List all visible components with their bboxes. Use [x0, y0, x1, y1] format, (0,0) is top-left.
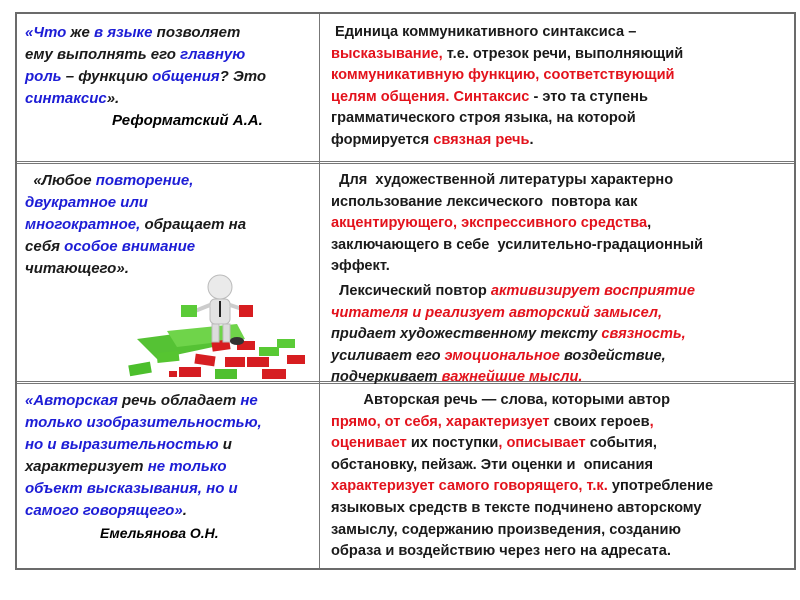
text-run-black: речь обладает	[117, 392, 241, 409]
text-line	[331, 256, 796, 278]
text-run-blue: «Что	[25, 24, 67, 41]
text-run-black: ему выполнять его	[25, 46, 181, 63]
text-run-blue: главную	[180, 46, 246, 63]
quote-repetition	[25, 170, 317, 280]
text-run-black: Для художественной литературы характерно	[331, 172, 674, 188]
lexical-repetition-text	[331, 170, 796, 389]
text-run-black: замыслу, содержанию произведения, созданию	[331, 521, 681, 538]
text-line	[331, 108, 796, 130]
text-line	[331, 22, 796, 44]
text-line	[25, 412, 317, 434]
text-line	[25, 390, 317, 412]
text-run-black: и	[218, 436, 232, 453]
text-run-black: Единица коммуникативного синтаксиса –	[331, 24, 637, 40]
text-run-blue: только изобразительностью,	[25, 414, 262, 431]
text-run-black: события,	[585, 435, 657, 452]
definition-utterance	[331, 22, 796, 152]
text-run-black: ».	[106, 90, 120, 107]
text-block	[331, 281, 796, 389]
text-line	[25, 44, 317, 66]
text-line	[25, 170, 317, 192]
text-line	[331, 476, 796, 498]
text-run-red: эмоциональное	[444, 347, 560, 364]
text-run-red: ,	[649, 413, 654, 430]
comparison-table	[15, 12, 796, 570]
text-block	[25, 170, 317, 280]
quote-emelyanova	[25, 390, 317, 544]
text-line	[331, 498, 796, 520]
text-run-red: высказывание,	[331, 45, 443, 62]
text-run-red: читателя и реализует авторский замысел,	[331, 304, 663, 321]
text-run-black: характеризует	[25, 458, 148, 475]
text-run-black: своих героев	[549, 413, 650, 430]
text-run-blue: двукратное или	[25, 194, 148, 211]
text-run-black: употребление	[607, 478, 714, 495]
text-run-black: придает художественному тексту	[331, 326, 602, 343]
text-line	[331, 541, 796, 563]
text-line	[25, 192, 317, 214]
text-run-red: оценивает	[331, 435, 407, 452]
text-run-black: .	[529, 131, 534, 148]
text-line	[331, 367, 796, 389]
text-line	[331, 520, 796, 542]
text-line	[331, 170, 796, 192]
text-line	[331, 346, 796, 368]
text-line	[331, 324, 796, 346]
text-run-black: их поступки	[406, 435, 499, 452]
text-line	[331, 65, 796, 87]
author-emelyanova: Емельянова О.Н.	[100, 525, 219, 541]
text-line	[331, 192, 796, 214]
text-run-blue: особое внимание	[64, 238, 196, 255]
text-run-blue: «Авторская	[25, 392, 118, 409]
text-line	[331, 213, 796, 235]
text-run-red: прямо, от себя, характеризует	[331, 413, 550, 430]
text-line	[331, 44, 796, 66]
text-run-black: Авторская речь — слова, которыми автор	[331, 392, 670, 408]
text-line	[25, 88, 317, 110]
text-run-blue: роль	[25, 68, 62, 85]
text-run-blue: повторение,	[95, 172, 194, 189]
text-run-red: акцентирующего, экспрессивного средства	[331, 215, 648, 232]
text-block	[25, 390, 317, 522]
text-run-black: читающего».	[25, 260, 129, 277]
text-run-red: коммуникативную функцию, соответствующий	[331, 67, 675, 84]
text-line	[25, 500, 317, 522]
text-block	[25, 22, 317, 110]
text-run-black: заключающего в себе усилительно-градационный	[331, 236, 704, 253]
text-line	[25, 478, 317, 500]
text-run-blue: синтаксис	[25, 90, 107, 107]
quote-reformatsky	[25, 22, 317, 132]
text-run-black: языковых средств в тексте подчинено авторскому	[331, 499, 702, 516]
text-run-black: подчеркивает	[331, 369, 442, 386]
text-run-blue: многократное,	[25, 216, 141, 233]
text-run-blue: в языке	[94, 24, 153, 41]
text-line	[25, 236, 317, 258]
column-divider	[319, 14, 320, 568]
text-run-black: т.е. отрезок речи, выполняющий	[442, 45, 684, 62]
text-run-black: Лексический повтор	[331, 282, 491, 299]
text-run-black: использование лексического повтора как	[331, 193, 638, 210]
text-line	[331, 455, 796, 477]
text-run-blue: самого говорящего»	[25, 502, 183, 519]
text-run-blue: общения	[152, 68, 220, 85]
text-run-black: усиливает его	[331, 347, 445, 364]
text-run-black: - это та ступень	[529, 88, 648, 105]
text-line	[331, 87, 796, 109]
text-run-blue: объект высказывания, но и	[25, 480, 238, 497]
text-run-red: активизирует восприятие	[490, 282, 695, 299]
text-run-black: ? Это	[219, 68, 267, 85]
text-run-black: же	[66, 24, 94, 41]
text-line	[25, 22, 317, 44]
text-line	[25, 214, 317, 236]
text-run-red: целям общения. Синтаксис	[331, 88, 530, 105]
text-run-red: связная речь	[433, 131, 530, 148]
author-reformatsky: Реформатский А.А.	[112, 112, 263, 129]
text-run-black: образа и воздействию через него на адресата.	[331, 543, 671, 560]
text-line	[25, 434, 317, 456]
text-run-black: формируется	[331, 131, 434, 148]
text-block	[331, 390, 796, 563]
text-run-red: связность,	[601, 326, 686, 343]
text-line	[25, 66, 317, 88]
text-run-black: «Любое	[25, 172, 96, 189]
row-divider	[17, 161, 794, 164]
text-run-black: обращает на	[140, 216, 247, 233]
text-line	[331, 390, 796, 412]
text-block	[331, 170, 796, 278]
text-run-red: важнейшие мысли.	[441, 369, 583, 386]
text-line	[25, 456, 317, 478]
text-run-black: грамматического строя языка, на которой	[331, 110, 636, 127]
author-speech-definition	[331, 390, 796, 563]
text-line	[331, 235, 796, 257]
text-run-red: характеризует самого говорящего, т.к.	[331, 478, 608, 495]
text-run-black: эффект.	[331, 258, 390, 275]
text-run-black: – функцию	[61, 68, 153, 85]
text-run-blue: не только	[147, 458, 227, 475]
text-run-black: позволяет	[152, 24, 241, 41]
text-block	[331, 22, 796, 152]
text-run-blue: не	[240, 392, 258, 409]
text-run-black: .	[182, 502, 187, 519]
text-line	[331, 130, 796, 152]
text-run-black: ,	[647, 215, 652, 232]
puzzle-person-illustration	[117, 269, 307, 384]
text-line	[331, 281, 796, 303]
text-line	[331, 303, 796, 325]
text-run-black: обстановку, пейзаж. Эти оценки и описания	[331, 456, 653, 473]
text-line	[331, 433, 796, 455]
text-line	[331, 412, 796, 434]
text-run-red: , описывает	[498, 435, 586, 452]
text-run-blue: но и выразительностью	[25, 436, 219, 453]
text-run-black: воздействие,	[559, 347, 666, 364]
text-run-black: себя	[25, 238, 65, 255]
